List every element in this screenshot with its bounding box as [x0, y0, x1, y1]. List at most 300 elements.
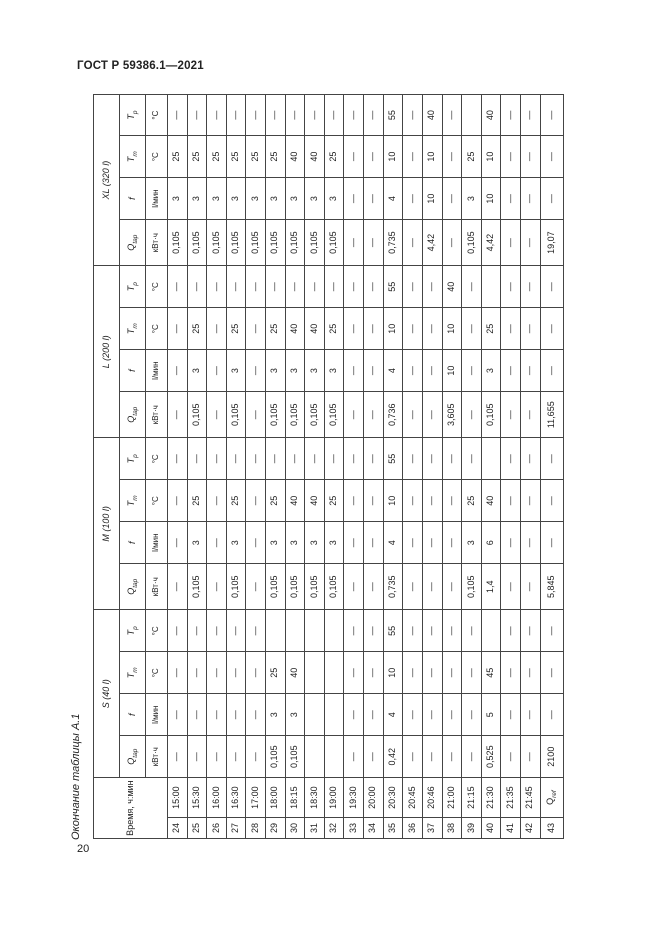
- column-unit: кВт·ч: [146, 220, 168, 266]
- table-cell: 3: [462, 178, 482, 220]
- table-cell: —: [520, 522, 540, 564]
- table-cell: 3: [246, 178, 266, 220]
- table-cell: —: [324, 438, 344, 480]
- table-cell: —: [442, 522, 462, 564]
- column-symbol: $T_p$: [120, 95, 146, 136]
- row-number: 31: [305, 818, 325, 839]
- table-cell: —: [422, 350, 442, 392]
- table-cell: 4: [383, 694, 403, 736]
- row-time: 16:30: [226, 778, 246, 818]
- column-symbol: f: [120, 178, 146, 220]
- table-cell: 0,105: [324, 392, 344, 438]
- table-cell: —: [403, 308, 423, 350]
- table-cell: 55: [383, 610, 403, 652]
- table-cell: 25: [266, 652, 286, 694]
- table-cell: 10: [383, 136, 403, 178]
- table-cell: 3: [285, 178, 305, 220]
- table-cell: 55: [383, 438, 403, 480]
- table-cell: —: [168, 610, 188, 652]
- table-cell: —: [344, 308, 364, 350]
- table-cell: 0,105: [226, 564, 246, 610]
- table-cell: —: [344, 350, 364, 392]
- table-cell: —: [520, 350, 540, 392]
- table-cell: —: [246, 736, 266, 778]
- table-cell: —: [442, 95, 462, 136]
- table-cell: —: [226, 266, 246, 308]
- row-time: 21:15: [462, 778, 482, 818]
- table-cell: 0,105: [266, 392, 286, 438]
- table-cell: 25: [207, 136, 227, 178]
- table-cell: 25: [226, 308, 246, 350]
- table-cell: —: [442, 736, 462, 778]
- table-cell: 25: [266, 308, 286, 350]
- table-cell: —: [442, 652, 462, 694]
- row-number: 41: [501, 818, 521, 839]
- table-cell: —: [442, 694, 462, 736]
- table-cell: —: [168, 736, 188, 778]
- table-row: [501, 95, 521, 839]
- table-cell: —: [442, 610, 462, 652]
- table-cell: [481, 610, 501, 652]
- table-cell: 40: [481, 95, 501, 136]
- table-cell: 40: [285, 652, 305, 694]
- table-cell: 40: [285, 136, 305, 178]
- row-number: 24: [168, 818, 188, 839]
- table-cell: —: [501, 736, 521, 778]
- row-time: 19:30: [344, 778, 364, 818]
- symbol-header-row: [120, 95, 146, 839]
- table-cell: —: [462, 652, 482, 694]
- table-cell: —: [520, 736, 540, 778]
- table-cell: 25: [187, 308, 207, 350]
- row-time: 15:30: [187, 778, 207, 818]
- table-cell: 4: [383, 522, 403, 564]
- row-time: 18:30: [305, 778, 325, 818]
- row-number: 34: [364, 818, 384, 839]
- table-cell: 25: [226, 136, 246, 178]
- table-cell: —: [501, 694, 521, 736]
- table-cell: —: [207, 564, 227, 610]
- row-number: 43: [540, 818, 563, 839]
- table-cell: 2100: [540, 736, 563, 778]
- table-cell: 55: [383, 266, 403, 308]
- table-cell: —: [422, 736, 442, 778]
- table-cell: —: [305, 95, 325, 136]
- table-cell: 3: [462, 522, 482, 564]
- table-cell: —: [540, 136, 563, 178]
- table-cell: —: [226, 694, 246, 736]
- table-cell: —: [403, 438, 423, 480]
- table-cell: 11,655: [540, 392, 563, 438]
- table-cell: 5,845: [540, 564, 563, 610]
- table-cell: 3: [226, 522, 246, 564]
- row-number: 36: [403, 818, 423, 839]
- table-cell: 40: [285, 308, 305, 350]
- table-cell: 3: [187, 178, 207, 220]
- table-cell: —: [403, 266, 423, 308]
- table-cell: 10: [422, 178, 442, 220]
- group-header: M (100 l): [94, 438, 120, 610]
- table-row: [226, 95, 246, 839]
- table-cell: [324, 652, 344, 694]
- table-cell: 3,605: [442, 392, 462, 438]
- table-cell: —: [187, 652, 207, 694]
- table-cell: 10: [481, 178, 501, 220]
- table-cell: [305, 736, 325, 778]
- table-cell: —: [246, 438, 266, 480]
- table-cell: 4: [383, 350, 403, 392]
- table-row: [246, 95, 266, 839]
- table-cell: —: [364, 480, 384, 522]
- table-cell: 25: [266, 480, 286, 522]
- table-cell: —: [422, 694, 442, 736]
- table-cell: —: [246, 610, 266, 652]
- table-cell: 0,105: [285, 220, 305, 266]
- table-cell: 0,105: [305, 564, 325, 610]
- table-cell: —: [462, 736, 482, 778]
- table-cell: —: [403, 522, 423, 564]
- table-cell: —: [344, 220, 364, 266]
- table-cell: —: [501, 652, 521, 694]
- table-cell: —: [520, 564, 540, 610]
- row-time: $Q_{ref}$: [540, 778, 563, 818]
- table-cell: —: [462, 438, 482, 480]
- table-cell: —: [207, 480, 227, 522]
- table-cell: —: [540, 95, 563, 136]
- table-cell: —: [462, 392, 482, 438]
- row-time: 20:30: [383, 778, 403, 818]
- table-cell: —: [442, 136, 462, 178]
- table-cell: 0,105: [226, 392, 246, 438]
- table-cell: 0,105: [305, 392, 325, 438]
- table-cell: 10: [383, 480, 403, 522]
- table-row: [442, 95, 462, 839]
- table-cell: —: [403, 694, 423, 736]
- table-cell: —: [422, 392, 442, 438]
- row-time: 16:00: [207, 778, 227, 818]
- table-cell: —: [285, 438, 305, 480]
- table-cell: 0,105: [285, 392, 305, 438]
- table-cell: —: [501, 350, 521, 392]
- table-cell: —: [501, 266, 521, 308]
- table-cell: 3: [187, 522, 207, 564]
- table-cell: —: [422, 438, 442, 480]
- table-row: [422, 95, 442, 839]
- table-cell: 0,105: [305, 220, 325, 266]
- table-cell: [462, 95, 482, 136]
- row-time: 20:46: [422, 778, 442, 818]
- table-cell: —: [501, 522, 521, 564]
- table-cell: 40: [285, 480, 305, 522]
- unit-header-row: [146, 95, 168, 839]
- table-row: [266, 95, 286, 839]
- table-cell: —: [364, 178, 384, 220]
- table-cell: [324, 694, 344, 736]
- table-cell: —: [246, 652, 266, 694]
- table-cell: —: [168, 266, 188, 308]
- table-cell: 4: [383, 178, 403, 220]
- row-number: 25: [187, 818, 207, 839]
- table-cell: —: [501, 610, 521, 652]
- data-table: [93, 94, 564, 839]
- table-row: [168, 95, 188, 839]
- table-cell: —: [403, 95, 423, 136]
- table-cell: —: [520, 480, 540, 522]
- table-cell: [266, 610, 286, 652]
- table-cell: —: [540, 480, 563, 522]
- row-time: 20:45: [403, 778, 423, 818]
- table-cell: 0,105: [462, 564, 482, 610]
- row-number: 39: [462, 818, 482, 839]
- table-cell: 3: [168, 178, 188, 220]
- table-cell: 0,105: [207, 220, 227, 266]
- row-number: 32: [324, 818, 344, 839]
- table-cell: —: [403, 392, 423, 438]
- table-cell: —: [540, 610, 563, 652]
- table-cell: —: [168, 480, 188, 522]
- table-cell: 0,105: [481, 392, 501, 438]
- table-cell: —: [344, 95, 364, 136]
- column-symbol: $T_m$: [120, 308, 146, 350]
- table-cell: —: [266, 438, 286, 480]
- table-cell: —: [285, 266, 305, 308]
- column-symbol: $Q_{tap}$: [120, 220, 146, 266]
- table-cell: 3: [226, 350, 246, 392]
- row-time: 18:00: [266, 778, 286, 818]
- table-cell: —: [168, 564, 188, 610]
- table-cell: 3: [266, 694, 286, 736]
- table-cell: —: [344, 652, 364, 694]
- table-cell: —: [168, 522, 188, 564]
- table-cell: —: [226, 610, 246, 652]
- table-cell: —: [462, 610, 482, 652]
- table-cell: —: [187, 95, 207, 136]
- table-cell: —: [501, 308, 521, 350]
- table-cell: —: [540, 308, 563, 350]
- table-cell: —: [187, 610, 207, 652]
- table-cell: —: [364, 136, 384, 178]
- table-cell: 0,105: [324, 220, 344, 266]
- table-cell: —: [540, 652, 563, 694]
- table-cell: —: [422, 308, 442, 350]
- table-cell: —: [246, 480, 266, 522]
- table-cell: 10: [383, 308, 403, 350]
- table-cell: —: [344, 136, 364, 178]
- table-cell: —: [187, 736, 207, 778]
- table-cell: —: [344, 694, 364, 736]
- time-header: Время, ч:мин: [94, 778, 168, 839]
- column-unit: l/мин: [146, 350, 168, 392]
- table-cell: 4,42: [481, 220, 501, 266]
- table-cell: 0,105: [266, 564, 286, 610]
- table-cell: 4,42: [422, 220, 442, 266]
- table-cell: 10: [481, 136, 501, 178]
- table-cell: 45: [481, 652, 501, 694]
- row-time: 18:15: [285, 778, 305, 818]
- column-symbol: $T_m$: [120, 480, 146, 522]
- column-unit: °C: [146, 95, 168, 136]
- row-number: 42: [520, 818, 540, 839]
- table-cell: —: [403, 220, 423, 266]
- table-cell: —: [520, 392, 540, 438]
- row-time: 21:35: [501, 778, 521, 818]
- table-cell: —: [520, 438, 540, 480]
- table-cell: —: [540, 522, 563, 564]
- table-cell: —: [168, 438, 188, 480]
- table-cell: —: [540, 178, 563, 220]
- table-cell: 10: [422, 136, 442, 178]
- table-cell: 3: [266, 178, 286, 220]
- row-time: 15:00: [168, 778, 188, 818]
- table-cell: 40: [442, 266, 462, 308]
- table-cell: —: [364, 350, 384, 392]
- table-cell: —: [403, 652, 423, 694]
- table-row: [481, 95, 501, 839]
- table-cell: —: [403, 178, 423, 220]
- table-cell: —: [364, 95, 384, 136]
- table-cell: 3: [481, 350, 501, 392]
- column-unit: °C: [146, 308, 168, 350]
- row-number: 37: [422, 818, 442, 839]
- table-cell: —: [462, 308, 482, 350]
- table-cell: —: [207, 438, 227, 480]
- table-cell: —: [168, 308, 188, 350]
- table-cell: 0,735: [383, 564, 403, 610]
- table-cell: —: [226, 736, 246, 778]
- column-unit: °C: [146, 136, 168, 178]
- table-cell: —: [520, 136, 540, 178]
- column-unit: кВт·ч: [146, 736, 168, 778]
- row-time: 21:45: [520, 778, 540, 818]
- row-time: 21:30: [481, 778, 501, 818]
- row-number: 29: [266, 818, 286, 839]
- column-unit: l/мин: [146, 178, 168, 220]
- page-number: 20: [77, 843, 90, 855]
- column-symbol: f: [120, 350, 146, 392]
- table-cell: [305, 610, 325, 652]
- column-unit: °C: [146, 610, 168, 652]
- table-cell: —: [520, 308, 540, 350]
- table-cell: —: [364, 652, 384, 694]
- table-cell: —: [344, 610, 364, 652]
- table-cell: —: [226, 652, 246, 694]
- table-cell: 3: [226, 178, 246, 220]
- table-cell: —: [422, 652, 442, 694]
- table-cell: —: [422, 480, 442, 522]
- table-cell: —: [540, 350, 563, 392]
- row-number: 27: [226, 818, 246, 839]
- table-cell: —: [207, 95, 227, 136]
- column-unit: l/мин: [146, 522, 168, 564]
- table-cell: —: [207, 652, 227, 694]
- table-cell: 25: [324, 308, 344, 350]
- table-cell: —: [364, 522, 384, 564]
- table-cell: 55: [383, 95, 403, 136]
- table-cell: 40: [305, 136, 325, 178]
- column-symbol: $Q_{tap}$: [120, 392, 146, 438]
- table-cell: —: [364, 266, 384, 308]
- table-cell: —: [403, 564, 423, 610]
- table-cell: 3: [324, 522, 344, 564]
- table-cell: —: [285, 95, 305, 136]
- table-cell: —: [364, 736, 384, 778]
- table-cell: [305, 694, 325, 736]
- table-cell: —: [501, 95, 521, 136]
- table-cell: 5: [481, 694, 501, 736]
- table-cell: —: [462, 266, 482, 308]
- table-cell: —: [501, 136, 521, 178]
- row-time: 21:00: [442, 778, 462, 818]
- table-cell: 0,105: [246, 220, 266, 266]
- table-cell: 25: [324, 136, 344, 178]
- column-symbol: $T_p$: [120, 610, 146, 652]
- table-cell: —: [364, 610, 384, 652]
- column-symbol: $T_m$: [120, 136, 146, 178]
- table-cell: —: [266, 266, 286, 308]
- table-cell: 25: [462, 136, 482, 178]
- table-cell: 0,105: [324, 564, 344, 610]
- table-cell: 1,4: [481, 564, 501, 610]
- table-cell: —: [168, 95, 188, 136]
- table-cell: —: [462, 350, 482, 392]
- table-cell: —: [520, 610, 540, 652]
- table-cell: —: [442, 564, 462, 610]
- table-cell: —: [246, 350, 266, 392]
- table-cell: —: [207, 392, 227, 438]
- table-cell: —: [442, 220, 462, 266]
- table-cell: —: [501, 480, 521, 522]
- table-row: [520, 95, 540, 839]
- column-unit: °C: [146, 438, 168, 480]
- column-unit: l/мин: [146, 694, 168, 736]
- table-cell: 3: [207, 178, 227, 220]
- table-cell: —: [168, 652, 188, 694]
- table-cell: —: [168, 694, 188, 736]
- table-cell: 6: [481, 522, 501, 564]
- group-header: XL (320 l): [94, 95, 120, 266]
- table-cell: 0,105: [285, 564, 305, 610]
- table-cell: —: [540, 438, 563, 480]
- table-cell: —: [520, 220, 540, 266]
- table-cell: 3: [285, 694, 305, 736]
- column-unit: кВт·ч: [146, 564, 168, 610]
- table-cell: 10: [383, 652, 403, 694]
- table-cell: —: [403, 350, 423, 392]
- table-cell: —: [207, 522, 227, 564]
- table-cell: 3: [324, 350, 344, 392]
- row-number: 38: [442, 818, 462, 839]
- table-row: [305, 95, 325, 839]
- table-cell: 25: [324, 480, 344, 522]
- table-cell: 0,105: [285, 736, 305, 778]
- table-cell: —: [246, 564, 266, 610]
- table-cell: —: [187, 694, 207, 736]
- table-cell: 25: [168, 136, 188, 178]
- table-cell: —: [501, 564, 521, 610]
- table-row: [364, 95, 384, 839]
- column-symbol: $Q_{tap}$: [120, 564, 146, 610]
- row-number: 40: [481, 818, 501, 839]
- table-cell: 3: [305, 350, 325, 392]
- table-cell: —: [520, 266, 540, 308]
- table-cell: —: [364, 220, 384, 266]
- table-cell: —: [305, 266, 325, 308]
- table-cell: —: [442, 178, 462, 220]
- table-cell: —: [246, 266, 266, 308]
- column-symbol: f: [120, 694, 146, 736]
- table-cell: 40: [305, 308, 325, 350]
- rotated-table-container: [93, 94, 564, 839]
